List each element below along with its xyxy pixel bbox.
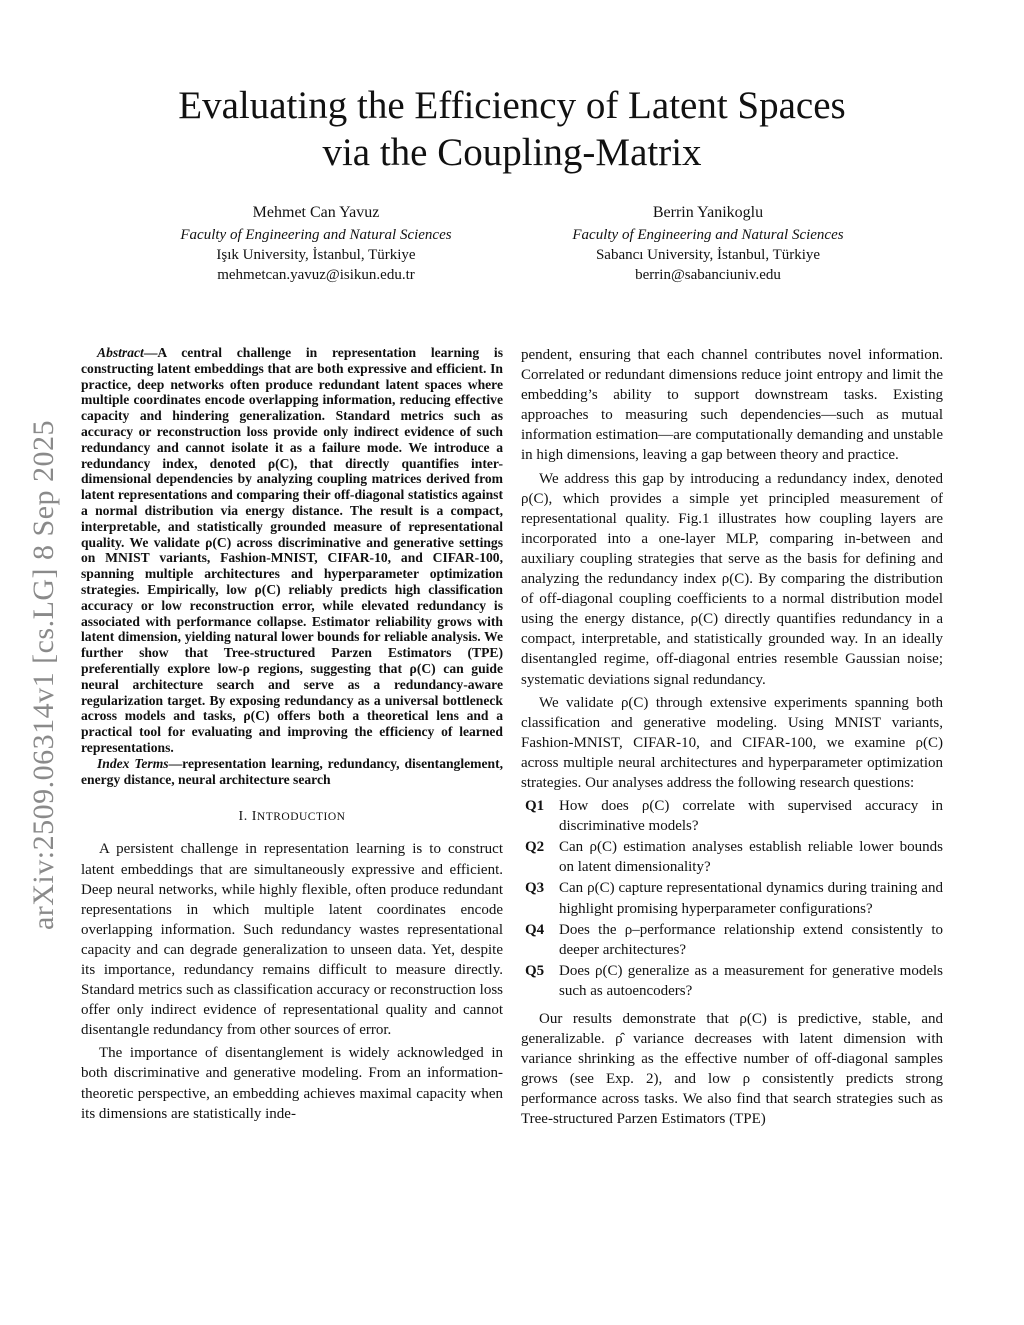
index-terms-text: representation learning, redundancy, disentanglement, energy distance, neural architecture search: [81, 755, 503, 787]
author-block-2: [528, 203, 888, 285]
section-title-initial: I: [251, 809, 257, 825]
author-block-1: [136, 203, 496, 285]
paper-title-line-2: via the Coupling-Matrix: [322, 131, 702, 174]
research-question-text: How does ρ(C) correlate with supervised accuracy in discriminative models?: [559, 798, 943, 835]
intro-paragraph-3: We address this gap by introducing a redundancy index, denoted ρ(C), which provides a simple yet principled measurement of representational quality. Fig.1 illustrates how coupling layers are incorporated into a one-layer MLP, comparing in-between and auxiliary coupling strategies that serve as the basis for defining and analyzing the redundancy index ρ(C). By comparing the distribution of off-diagonal coupling coefficients to a normal distribution model using the energy distance, ρ(C) directly quantifies redundancy in a compact, interpretable, and statistically grounded way. In an ideally disentangled regime, off-diagonal entries resemble Gaussian noise; systematic deviations signal redundancy.: [521, 470, 943, 688]
author-name: Berrin Yanikoglu: [652, 204, 764, 221]
research-question-text: Can ρ(C) estimation analyses establish reliable lower bounds on latent dimensionality?: [559, 839, 943, 876]
intro-paragraph-1: A persistent challenge in representation learning is to construct latent embeddings that are simultaneously expressive and efficient. Deep neural networks, while highly flexible, often produce redundant representations in which multiple latent coordinates encode overlapping information. Such redundancy wastes representational capacity and can degrade generalization to unseen data. Yet, despite its importance, redundancy remains difficult to measure directly. Standard metrics such as classification accuracy or reconstruction loss offer only indirect evidence of representational quality and cannot disentangle redundancy from other sources of error.: [81, 841, 503, 1039]
index-terms: Index Terms—representation learning, redundancy, disentanglement, energy distance, neural architecture search: [81, 755, 503, 787]
section-number: I.: [238, 809, 248, 825]
author-affiliation: Faculty of Engineering and Natural Sciences: [572, 227, 844, 243]
index-terms-label: Index Terms: [97, 755, 169, 771]
intro-paragraph-continuation: pendent, ensuring that each channel contributes novel information. Correlated or redundant dimensions reduce joint entropy and limit the embedding’s ability to support downstream tasks. Existing approaches to measuring such dependencies—such as mutual information estimation—are computationally demanding and unstable in high dimensions, leaving a gap between theory and practice.: [521, 347, 943, 464]
research-question-label: Q1: [525, 798, 545, 815]
arxiv-identifier-text: arXiv:2509.06314v1 [cs.LG] 8 Sep 2025: [27, 419, 60, 931]
abstract: Abstract—A central challenge in representation learning is constructing latent embeddings that are both expressive and efficient. In practice, deep networks often produce redundant latent spaces where multiple coordinates encode overlapping information, reducing effective capacity and hindering generalization. Standard metrics such as accuracy or reconstruction loss provide only indirect evidence of such redundancy and cannot isolate it as a failure mode. We introduce a redundancy index, denoted ρ(C), that directly quantifies inter-dimensional dependencies by analyzing coupling matrices derived from latent representations and comparing their off-diagonal statistics against a normal distribution via energy distance. The result is a compact, interpretable, and statistically grounded measure of representational quality. We validate ρ(C) across discriminative and generative settings on MNIST variants, Fashion-MNIST, CIFAR-10, and CIFAR-100, spanning multiple architectures and hyperparameter optimization strategies. Empirically, low ρ(C) reliably predicts high classification accuracy or low reconstruction error, while elevated redundancy is associated with performance collapse. Estimator reliability grows with latent dimension, yielding natural lower bounds for reliable analysis. We further show that Tree-structured Parzen Estimators (TPE) preferentially explore low-ρ regions, suggesting that ρ(C) can guide neural architecture search and serve as a redundancy-aware regularization target. By exposing redundancy as a universal bottleneck across models and tasks, ρ(C) offers both a theoretical lens and a practical tool for evaluating and improving the efficiency of learned representations.: [81, 345, 503, 755]
author-email: berrin@sabanciuniv.edu: [635, 267, 781, 283]
author-email: mehmetcan.yavuz@isikun.edu.tr: [217, 267, 415, 283]
research-question: [521, 878, 943, 918]
intro-paragraph-2: The importance of disentanglement is widely acknowledged in both discriminative and generative modeling. From an information-theoretic perspective, an embedding achieves maximal capacity when its dimensions are statistically inde-: [81, 1045, 503, 1122]
abstract-text: A central challenge in representation learning is constructing latent embeddings that are both expressive and efficient. In practice, deep networks often produce redundant latent spaces where multiple coordinates encode overlapping information, reducing effective capacity and hindering generalization. Standard metrics such as accuracy or reconstruction loss provide only indirect evidence of such redundancy and cannot isolate it as a failure mode. We introduce a redundancy index, denoted ρ(C), that directly quantifies inter-dimensional dependencies by analyzing coupling matrices derived from latent representations and comparing their off-diagonal statistics against a normal distribution via energy distance. The result is a compact, interpretable, and statistically grounded measure of representational quality. We validate ρ(C) across discriminative and generative settings on MNIST variants, Fashion-MNIST, CIFAR-10, and CIFAR-100, spanning multiple architectures and hyperparameter optimization strategies. Empirically, low ρ(C) reliably predicts high classification accuracy or low reconstruction error, while elevated redundancy is associated with performance collapse. Estimator reliability grows with latent dimension, yielding natural lower bounds for reliable analysis. We further show that Tree-structured Parzen Estimators (TPE) preferentially explore low-ρ regions, suggesting that ρ(C) can guide neural architecture search and serve as a redundancy-aware regularization target. By exposing redundancy as a universal bottleneck across models and tasks, ρ(C) offers both a theoretical lens and a practical tool for evaluating and improving the efficiency of learned representations.: [81, 345, 503, 755]
author-affiliation: Faculty of Engineering and Natural Sciences: [180, 227, 452, 243]
intro-paragraph-4: We validate ρ(C) through extensive experiments spanning both classification and generative modeling. Using MNIST variants, Fashion-MNIST, CIFAR-10, and CIFAR-100, we examine ρ(C) across multiple neural architectures and hyperparameter optimization strategies. Our analyses address the following research questions:: [521, 694, 943, 791]
research-question-label: Q5: [525, 962, 545, 979]
research-question: [521, 961, 943, 1001]
research-question-text: Does ρ(C) generalize as a measurement for generative models such as autoencoders?: [559, 962, 943, 999]
research-question-label: Q3: [525, 880, 545, 897]
section-title-rest: NTRODUCTION: [256, 811, 346, 824]
arxiv-identifier: [14, 380, 74, 970]
abstract-label: Abstract: [97, 345, 144, 360]
author-name: Mehmet Can Yavuz: [252, 204, 380, 221]
right-column: [521, 345, 943, 1133]
research-question-label: Q4: [525, 921, 545, 938]
research-question: [521, 920, 943, 960]
paper-title: [100, 82, 924, 176]
paper-title-line-1: Evaluating the Efficiency of Latent Spaces: [178, 84, 846, 127]
research-question-text: Does the ρ–performance relationship extend consistently to deeper architectures?: [559, 921, 943, 958]
left-column: [81, 345, 503, 1127]
research-question: [521, 837, 943, 877]
research-question-text: Can ρ(C) capture representational dynamics during training and highlight promising hyperparameter configurations?: [559, 880, 943, 917]
research-question: [521, 796, 943, 836]
research-question-label: Q2: [525, 839, 545, 856]
author-institution: Işık University, İstanbul, Türkiye: [216, 247, 416, 263]
author-institution: Sabancı University, İstanbul, Türkiye: [595, 247, 821, 263]
research-questions-list: [521, 796, 943, 1001]
intro-paragraph-5: Our results demonstrate that ρ(C) is predictive, stable, and generalizable. ρ̂ variance decreases with latent dimension with variance shrinking as the effective number of off-diagonal samples grows (see Exp. 2), and low ρ consistently predicts strong performance across tasks. We also find that search strategies such as Tree-structured Parzen Estimators (TPE): [521, 1011, 943, 1128]
section-heading-introduction: [81, 807, 503, 827]
